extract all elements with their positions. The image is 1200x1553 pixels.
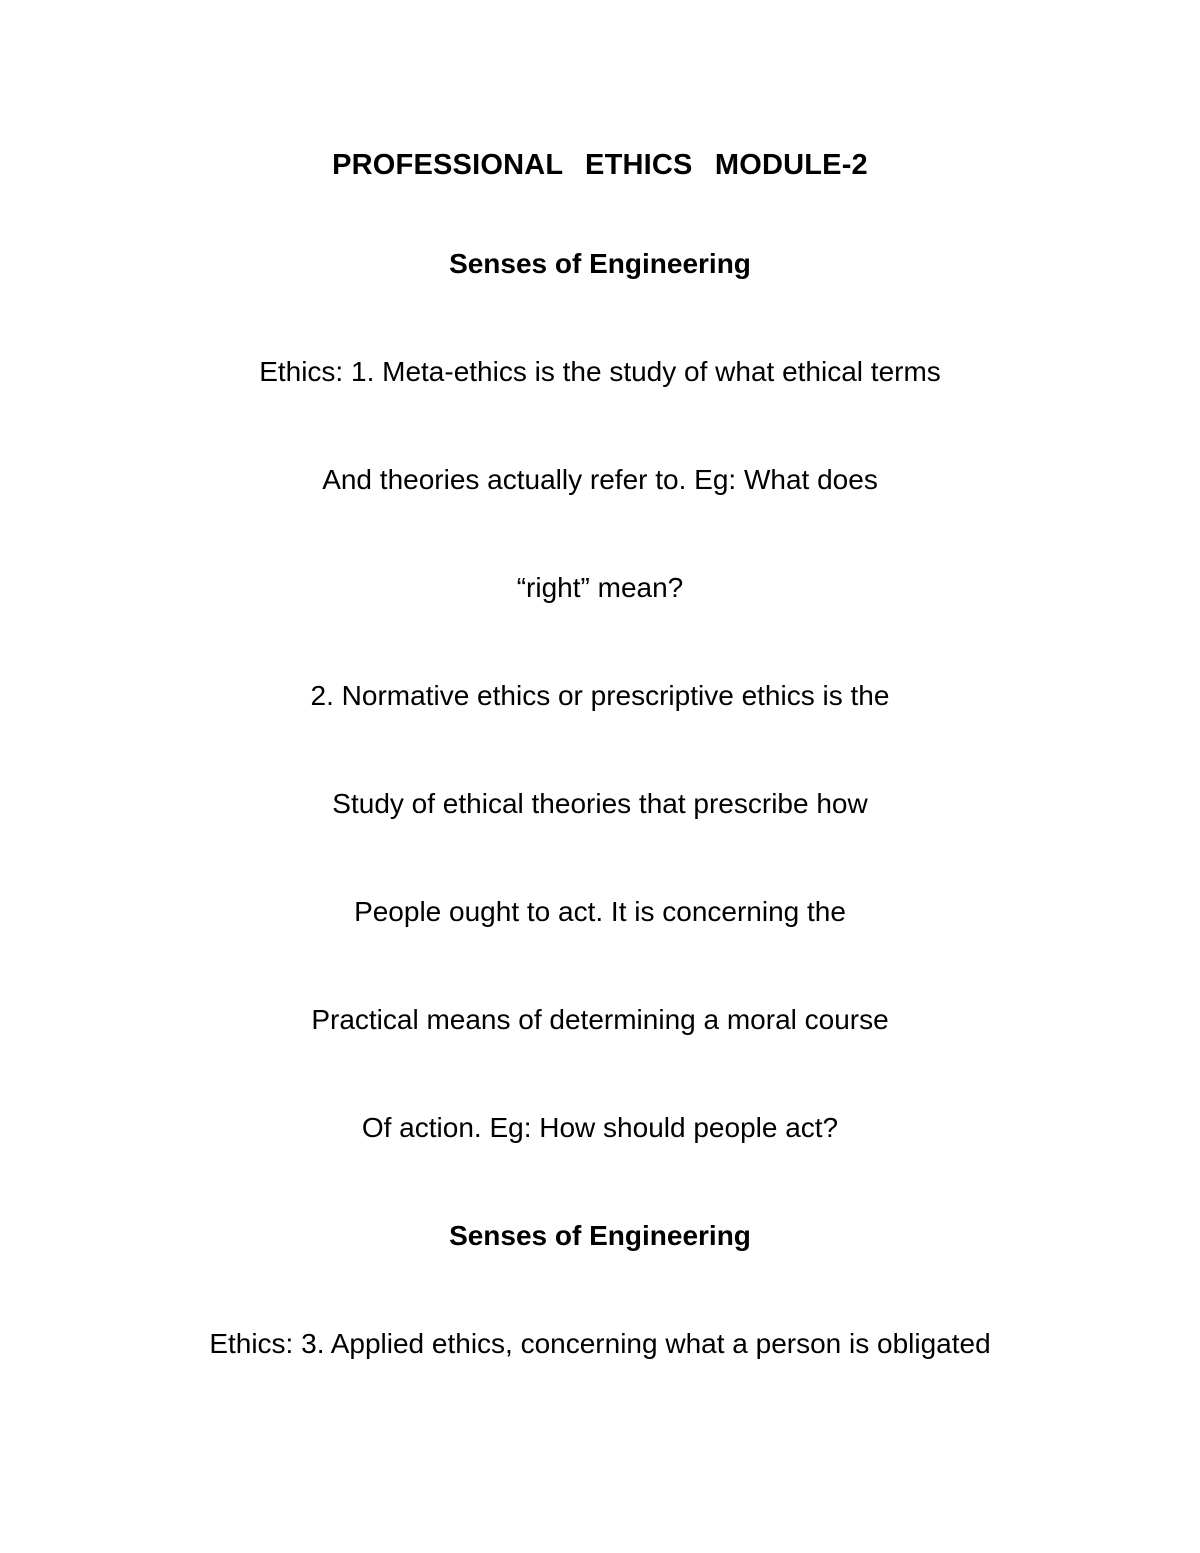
paragraph-line: Study of ethical theories that prescribe how [332,788,868,819]
paragraph-line: Of action. Eg: How should people act? [361,1112,839,1143]
paragraph-line: Practical means of determining a moral course [311,1004,889,1035]
document-title: PROFESSIONAL ETHICS MODULE-2 [332,149,868,181]
paragraph-line: 2. Normative ethics or prescriptive ethics is the [310,680,890,711]
paragraph-line: Ethics: 1. Meta-ethics is the study of what ethical terms [259,356,941,387]
section-heading: Senses of Engineering [449,1220,751,1251]
paragraph-line: “right” mean? [516,572,684,603]
section-heading: Senses of Engineering [449,248,751,279]
paragraph-line: Ethics: 3. Applied ethics, concerning what a person is obligated [209,1328,991,1359]
paragraph-line: And theories actually refer to. Eg: What does [322,464,878,495]
paragraph-line: People ought to act. It is concerning the [354,896,846,927]
